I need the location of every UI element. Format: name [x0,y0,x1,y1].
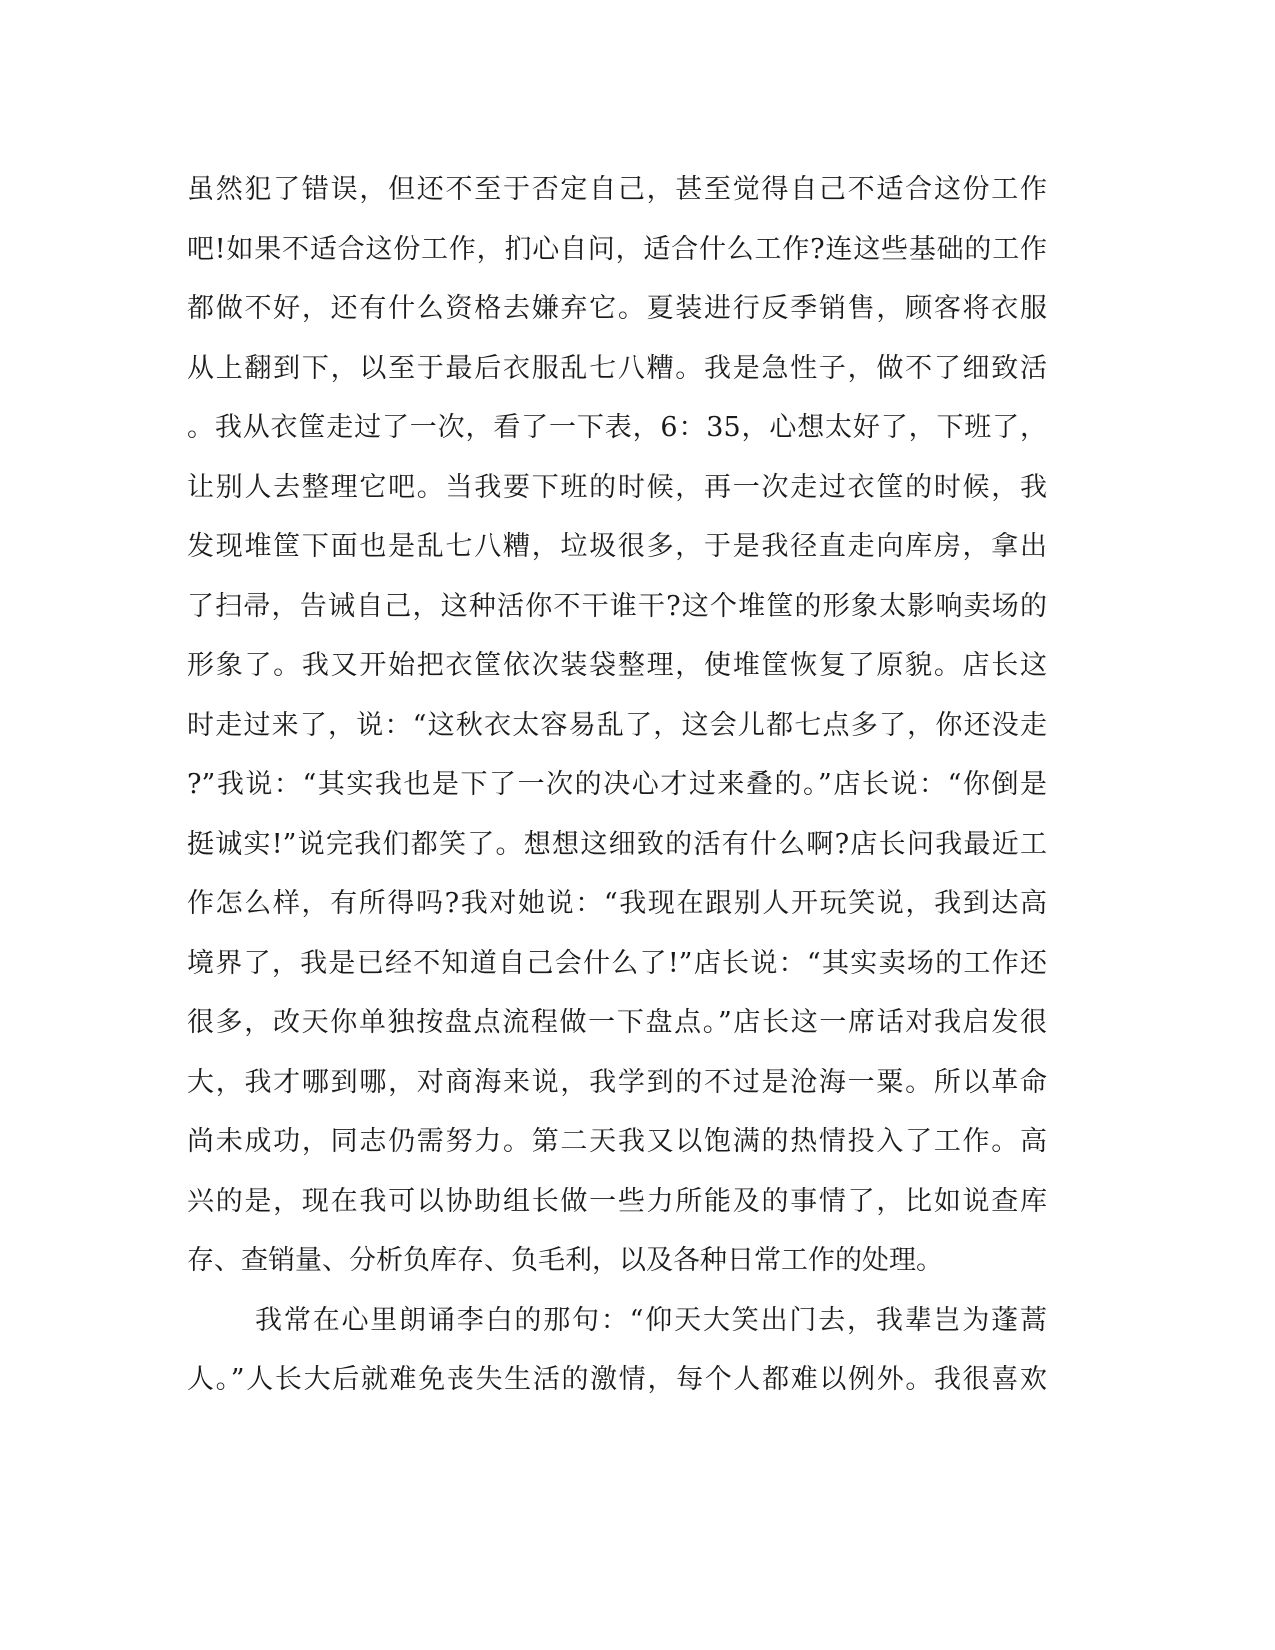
text-line: 虽然犯了错误，但还不至于否定自己，甚至觉得自己不适合这份工作 [187,174,1047,205]
text-line: 从上翻到下，以至于最后衣服乱七八糟。我是急性子，做不了细致活 [187,352,1047,384]
text-line: 兴的是，现在我可以协助组长做一些力所能及的事情了，比如说查库 [187,1185,1047,1217]
text-line: 大，我才哪到哪，对商海来说，我学到的不过是沧海一粟。所以革命 [187,1066,1047,1098]
text-line: 都做不好，还有什么资格去嫌弃它。夏装进行反季销售，顾客将衣服 [187,293,1047,324]
text-line: ?”我说：“其实我也是下了一次的决心才过来叠的。”店长说：“你倒是 [187,769,1047,800]
text-line: 境界了，我是已经不知道自己会什么了!”店长说：“其实卖场的工作还 [187,947,1047,979]
text-line: 人。”人长大后就难免丧失生活的激情，每个人都难以例外。我很喜欢 [187,1364,1047,1395]
text-line: 让别人去整理它吧。当我要下班的时候，再一次走过衣筐的时候，我 [187,471,1047,503]
text-line: 。我从衣筐走过了一次，看了一下表，6：35，心想太好了，下班了， [187,412,1047,443]
text-line: 时走过来了，说：“这秋衣太容易乱了，这会儿都七点多了，你还没走 [187,709,1047,741]
text-line: 挺诚实!”说完我们都笑了。想想这细致的活有什么啊?店长问我最近工 [187,828,1047,860]
text-line: 很多，改天你单独按盘点流程做一下盘点。”店长这一席话对我启发很 [187,1007,1047,1038]
text-line: 了扫帚，告诫自己，这种活你不干谁干?这个堆筐的形象太影响卖场的 [187,590,1047,622]
text-line: 形象了。我又开始把衣筐依次装袋整理，使堆筐恢复了原貌。店长这 [187,650,1047,681]
text-line: 作怎么样，有所得吗?我对她说：“我现在跟别人开玩笑说，我到达高 [187,888,1047,919]
text-line: 尚未成功，同志仍需努力。第二天我又以饱满的热情投入了工作。高 [187,1126,1047,1157]
text-line: 发现堆筐下面也是乱七八糟，垃圾很多，于是我径直走向库房，拿出 [187,531,1047,562]
text-line-paragraph-end: 存、查销量、分析负库存、负毛利，以及各种日常工作的处理。 [187,1245,943,1276]
text-line: 吧!如果不适合这份工作，扪心自问，适合什么工作?连这些基础的工作 [187,233,1047,265]
body-text [187,160,1047,1410]
text-line-paragraph-start: 我常在心里朗诵李白的那句：“仰天大笑出门去，我辈岂为蓬蒿 [255,1304,1047,1336]
